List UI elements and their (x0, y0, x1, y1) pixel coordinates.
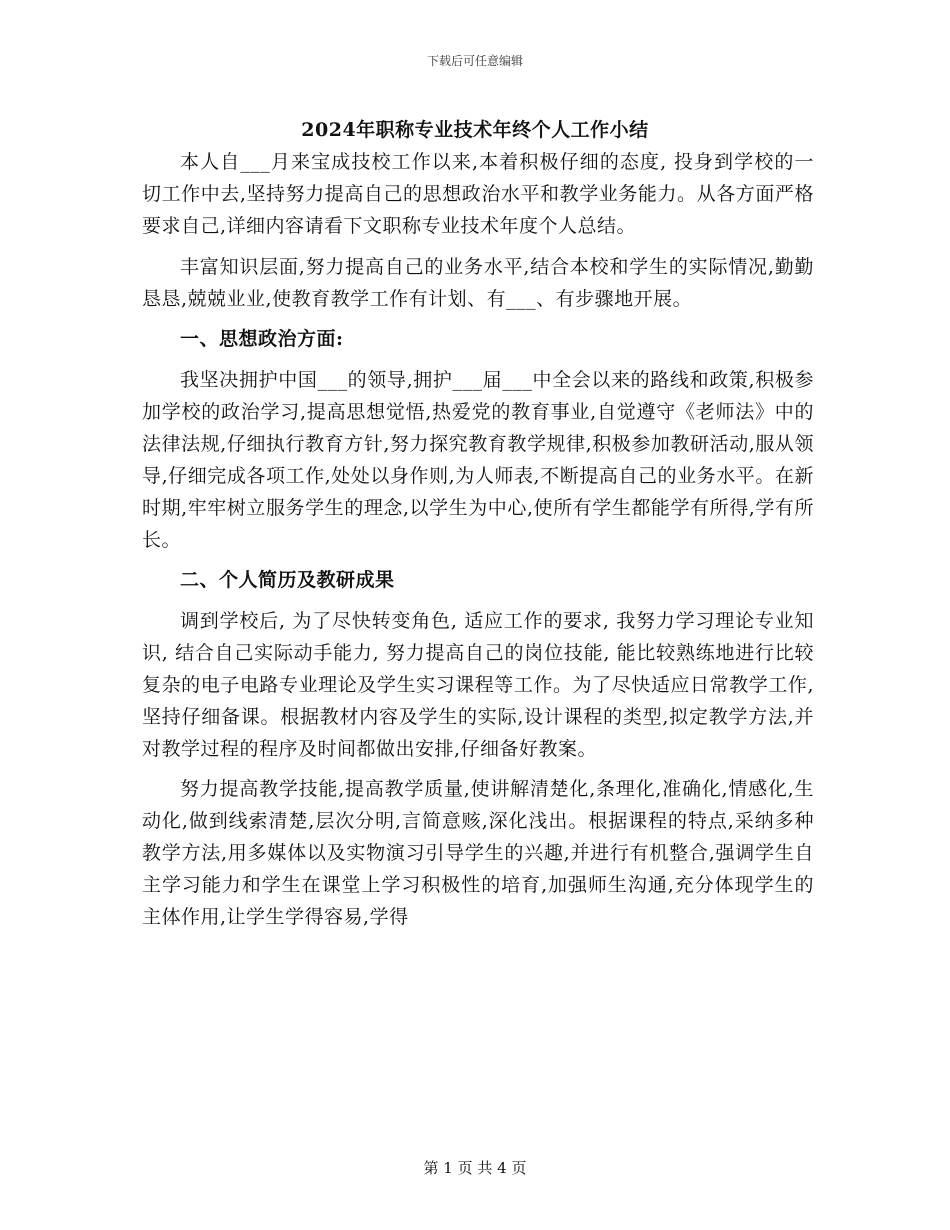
document-title: 2024年职称专业技术年终个人工作小结 (301, 119, 649, 141)
intro-paragraph: 本人自___月来宝成技校工作以来,本着积极仔细的态度, 投身到学校的一切工作中去,坚持努力提高自己的思想政治水平和教学业务能力。从各方面严格要求自己,详细内容请看下文职称专业技术年度个人总结。 (142, 151, 814, 237)
section-paragraph: 调到学校后, 为了尽快转变角色, 适应工作的要求, 我努力学习理论专业知识, 结合自己实际动手能力, 努力提高自己的岗位技能, 能比较熟练地进行比较复杂的电子电路专业理论及学生实习课程等工作。为了尽快适应日常教学工作, 坚持仔细备课。根据教材内容及学生的实际,设计课程的类型,拟定教学方法,并对教学过程的程序及时间都做出安排,仔细备好教案。 (142, 609, 814, 760)
page-number: 第 1 页 共 4 页 (423, 1159, 527, 1177)
section-paragraph: 努力提高教学技能,提高教学质量,使讲解清楚化,条理化,准确化,情感化,生动化,做到线索清楚,层次分明,言简意赅,深化浅出。根据课程的特点,采纳多种教学方法,用多媒体以及实物演习引导学生的兴趣,并进行有机整合,强调学生自主学习能力和学生在课堂上学习积极性的培育,加强师生沟通,充分体现学生的主体作用,让学生学得容易,学得 (142, 778, 814, 928)
intro-paragraph: 丰富知识层面,努力提高自己的业务水平,结合本校和学生的实际情况,勤勤恳恳,兢兢业业,使教育教学工作有计划、有___、有步骤地开展。 (142, 255, 814, 310)
document-body (142, 146, 814, 942)
section-heading-resume: 二、个人简历及教研成果 (180, 569, 395, 591)
section-paragraph: 我坚决拥护中国___的领导,拥护___届___中全会以来的路线和政策,积极参加学校的政治学习,提高思想觉悟,热爱党的教育事业,自觉遵守《老师法》中的法律法规,仔细执行教育方针,努力探究教育教学规律,积极参加教研活动,服从领导,仔细完成各项工作,处处以身作则,为人师表,不断提高自己的业务水平。在新时期,牢牢树立服务学生的理念,以学生为中心,使所有学生都能学有所得,学有所长。 (142, 368, 814, 551)
page-header-note: 下载后可任意编辑 (426, 54, 523, 68)
section-heading-political: 一、思想政治方面: (180, 328, 344, 350)
